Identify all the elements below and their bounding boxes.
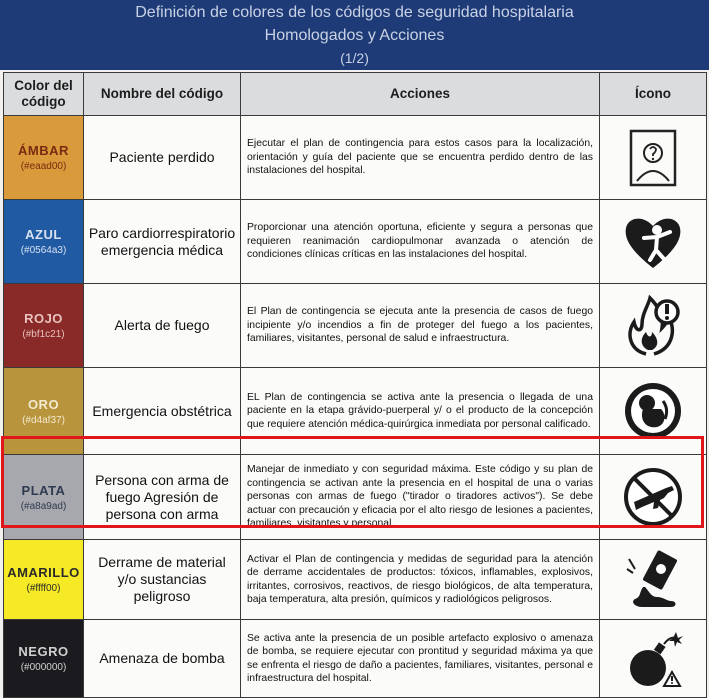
color-hex: (#a8a9ad) — [20, 500, 67, 512]
table-row — [4, 368, 707, 455]
color-swatch-cell — [4, 540, 84, 620]
color-hex: (#0564a3) — [20, 245, 67, 256]
document-header — [0, 0, 709, 70]
heart-person-icon — [600, 200, 707, 284]
column-header-name: Nombre del código — [84, 73, 241, 116]
code-actions: Se activa ante la presencia de un posible artefacto explosivo o amenaza de bomba, se requiere ejecutar con prontitud y seguridad máxima ya que se enfrenta el riesgo de daño a pacientes, familiares, visitantes, personal e infraestructura del hospital. — [241, 620, 600, 698]
color-name: ROJO — [24, 311, 63, 326]
table-row — [4, 200, 707, 284]
missing-person-icon — [600, 116, 707, 200]
color-name: ÁMBAR — [18, 143, 69, 158]
fire-alert-icon — [600, 284, 707, 368]
color-swatch-cell — [4, 368, 84, 455]
document-title: Definición de colores de los códigos de seguridad hospitalaria — [135, 4, 574, 21]
color-swatch-cell — [4, 284, 84, 368]
code-actions: Manejar de inmediato y con seguridad máxima. Este código y su plan de contingencia se activan ante la presencia en el hospital de una o varias personas con armas de fuego ("tirador o tiradores activos"). Se debe actuar con precaución y eficacia por el alto riesgo de lesiones a pacientes, familiares, visitantes y personal. — [241, 455, 600, 540]
bomb-alert-icon — [600, 620, 707, 698]
code-actions: EL Plan de contingencia se activa ante la presencia o llegada de una paciente en la etapa grávido-puerperal y/ o el producto de la concepción que requiere atención médica-quirúrgica inmediata por personal calificado. — [241, 368, 600, 455]
column-header-icon: Ícono — [600, 73, 707, 116]
color-hex: (#ffff00) — [26, 583, 61, 594]
color-hex: (#000000) — [20, 662, 67, 673]
color-swatch-cell — [4, 200, 84, 284]
code-name: Alerta de fuego — [84, 284, 241, 368]
color-swatch-cell — [4, 620, 84, 698]
code-actions: Ejecutar el plan de contingencia para estos casos para la localización, orientación y guía del paciente que se encuentra perdido dentro de las instalaciones del hospital. — [241, 116, 600, 200]
color-swatch-cell — [4, 455, 84, 540]
color-hex: (#bf1c21) — [22, 329, 65, 340]
color-name: ORO — [27, 396, 60, 412]
code-name: Emergencia obstétrica — [84, 368, 241, 455]
table-row — [4, 540, 707, 620]
code-name: Persona con arma de fuego Agresión de persona con arma — [84, 455, 241, 540]
page-indicator: (1/2) — [340, 50, 369, 66]
code-actions: Activar el Plan de contingencia y medidas de seguridad para la atención de derrame accidentales de productos: tóxicos, inflamables, explosivos, irritantes, corrosivos, reactivos, de riesgo biológicos, de alta temperatura, baja temperatura, alta presión, químicos y radiológicos peligrosos. — [241, 540, 600, 620]
fetus-icon — [600, 368, 707, 455]
code-actions: Proporcionar una atención oportuna, eficiente y segura a personas que requieren reanimación cardiopulmonar avanzada o atención de condiciones clínicas críticas en las instalaciones del hospital. — [241, 200, 600, 284]
code-actions: El Plan de contingencia se ejecuta ante la presencia de casos de fuego incipiente y/o incendios a fin de proteger del fuego a los pacientes, familiares, visitantes, personal de salud e infraestructura. — [241, 284, 600, 368]
chemical-spill-icon — [600, 540, 707, 620]
color-swatch-cell — [4, 116, 84, 200]
table-row — [4, 284, 707, 368]
code-name: Paro cardiorrespiratorio emergencia médica — [84, 200, 241, 284]
color-name: AMARILLO — [7, 565, 80, 580]
no-weapons-icon — [600, 455, 707, 540]
code-name: Amenaza de bomba — [84, 620, 241, 698]
security-codes-table — [3, 72, 707, 698]
table-header-row — [4, 73, 707, 116]
color-hex: (#eaad00) — [20, 161, 67, 172]
code-name: Paciente perdido — [84, 116, 241, 200]
column-header-color: Color del código — [4, 73, 84, 116]
color-name: PLATA — [21, 482, 66, 498]
column-header-actions: Acciones — [241, 73, 600, 116]
document-subtitle: Homologados y Acciones — [264, 27, 445, 44]
table-row — [4, 116, 707, 200]
table-row — [4, 620, 707, 698]
color-name: NEGRO — [18, 644, 69, 659]
table-row — [4, 455, 707, 540]
code-name: Derrame de material y/o sustancias peligroso — [84, 540, 241, 620]
color-name: AZUL — [25, 227, 62, 242]
color-hex: (#d4af37) — [22, 414, 65, 426]
